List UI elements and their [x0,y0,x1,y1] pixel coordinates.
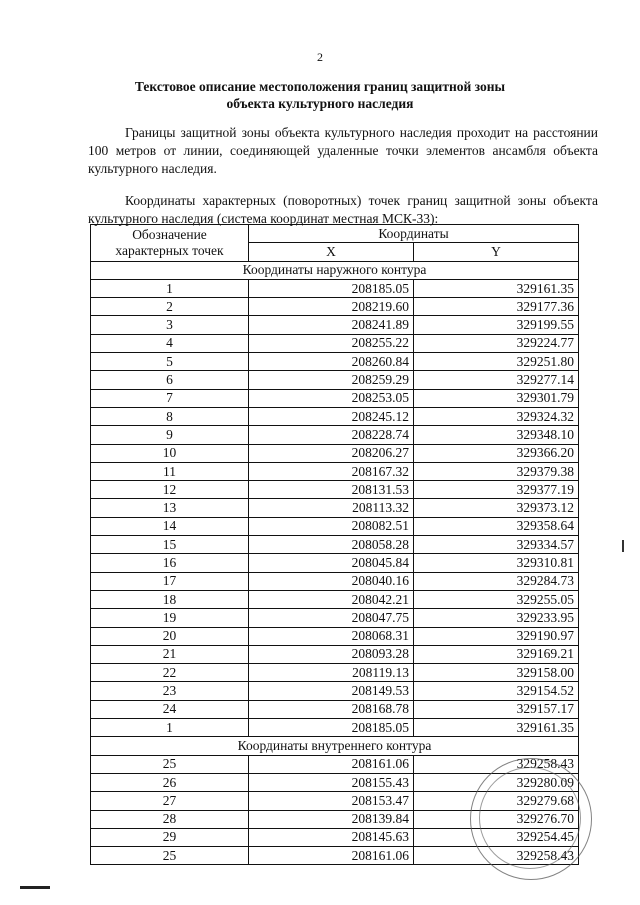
coordinate-y: 329251.80 [414,353,579,371]
coordinate-x: 208045.84 [249,554,414,572]
point-designation: 26 [91,773,249,791]
header-designation-line-1: Обозначение [132,226,207,242]
coordinate-y: 329379.38 [414,462,579,480]
coordinate-x: 208047.75 [249,609,414,627]
point-designation: 3 [91,316,249,334]
inner-contour-section-row [91,737,579,755]
coordinate-y: 329158.00 [414,664,579,682]
coordinate-x: 208185.05 [249,719,414,737]
coordinate-y: 329277.14 [414,371,579,389]
coordinate-y: 329190.97 [414,627,579,645]
table-row [91,700,579,718]
paragraph-boundary-description: Границы защитной зоны объекта культурного наследия проходит на расстоянии 100 метров от линии, соединяющей удаленные точки элементов ансамбля объекта культурного наследия. [88,125,598,176]
point-designation: 7 [91,389,249,407]
point-designation: 28 [91,810,249,828]
point-designation: 6 [91,371,249,389]
document-title [60,78,580,112]
coordinate-y: 329348.10 [414,426,579,444]
point-designation: 8 [91,407,249,425]
coordinate-x: 208161.06 [249,847,414,865]
table-row [91,773,579,791]
table-row [91,407,579,425]
coordinate-x: 208093.28 [249,645,414,663]
paragraph-coordinates-intro: Координаты характерных (поворотных) точек границ защитной зоны объекта культурного наследия (система координат местная МСК-33): [88,193,598,226]
table-row [91,719,579,737]
inner-contour-title: Координаты внутреннего контура [91,737,579,755]
coordinate-y: 329255.05 [414,590,579,608]
coordinate-x: 208145.63 [249,828,414,846]
coordinate-x: 208155.43 [249,773,414,791]
coordinate-x: 208260.84 [249,353,414,371]
table-row [91,316,579,334]
table-row [91,536,579,554]
coordinate-y: 329358.64 [414,517,579,535]
coordinate-x: 208082.51 [249,517,414,535]
coordinate-y: 329310.81 [414,554,579,572]
margin-mark [622,540,624,552]
table-row [91,334,579,352]
point-designation: 27 [91,792,249,810]
table-row [91,627,579,645]
table-row [91,847,579,865]
table-row [91,755,579,773]
header-designation [91,225,249,262]
table-row [91,810,579,828]
header-designation-line-2: характерных точек [115,242,224,258]
coordinate-x: 208042.21 [249,590,414,608]
header-y: Y [414,243,579,261]
coordinate-x: 208241.89 [249,316,414,334]
outer-contour-section-row [91,261,579,279]
point-designation: 25 [91,755,249,773]
coordinate-x: 208149.53 [249,682,414,700]
table-row [91,664,579,682]
table-row [91,426,579,444]
point-designation: 15 [91,536,249,554]
coordinate-y: 329233.95 [414,609,579,627]
point-designation: 5 [91,353,249,371]
coordinate-y: 329301.79 [414,389,579,407]
coordinate-x: 208219.60 [249,298,414,316]
coordinates-table [90,224,579,865]
page-number: 2 [317,50,323,64]
table-row [91,371,579,389]
coordinate-x: 208068.31 [249,627,414,645]
table-header-row [91,225,579,243]
coordinate-y: 329154.52 [414,682,579,700]
point-designation: 11 [91,462,249,480]
coordinate-x: 208245.12 [249,407,414,425]
coordinate-x: 208167.32 [249,462,414,480]
coordinate-x: 208161.06 [249,755,414,773]
coordinate-y: 329334.57 [414,536,579,554]
point-designation: 24 [91,700,249,718]
coordinate-y: 329373.12 [414,499,579,517]
table-row [91,279,579,297]
point-designation: 23 [91,682,249,700]
point-designation: 22 [91,664,249,682]
point-designation: 25 [91,847,249,865]
table-row [91,682,579,700]
point-designation: 14 [91,517,249,535]
table-row [91,481,579,499]
table-row [91,444,579,462]
point-designation: 13 [91,499,249,517]
coordinate-x: 208153.47 [249,792,414,810]
table-row [91,792,579,810]
table-row [91,517,579,535]
point-designation: 1 [91,719,249,737]
table-row [91,389,579,407]
coordinate-y: 329177.36 [414,298,579,316]
point-designation: 9 [91,426,249,444]
point-designation: 1 [91,279,249,297]
table-row [91,645,579,663]
coordinate-y: 329366.20 [414,444,579,462]
coordinate-y: 329199.55 [414,316,579,334]
coordinate-y: 329280.09 [414,773,579,791]
point-designation: 20 [91,627,249,645]
coordinate-x: 208058.28 [249,536,414,554]
coordinate-y: 329161.35 [414,719,579,737]
point-designation: 12 [91,481,249,499]
header-x: X [249,243,414,261]
table-row [91,828,579,846]
coordinate-y: 329224.77 [414,334,579,352]
coordinate-y: 329161.35 [414,279,579,297]
coordinate-x: 208255.22 [249,334,414,352]
table-row [91,590,579,608]
coordinate-x: 208206.27 [249,444,414,462]
coordinate-y: 329324.32 [414,407,579,425]
table-row [91,554,579,572]
coordinate-x: 208113.32 [249,499,414,517]
coordinate-x: 208228.74 [249,426,414,444]
bottom-scan-mark [20,886,50,889]
coordinate-x: 208131.53 [249,481,414,499]
coordinate-x: 208185.05 [249,279,414,297]
outer-contour-title: Координаты наружного контура [91,261,579,279]
point-designation: 29 [91,828,249,846]
table-row [91,298,579,316]
table-body [91,261,579,865]
coordinate-x: 208253.05 [249,389,414,407]
table-row [91,609,579,627]
point-designation: 17 [91,572,249,590]
table-row [91,353,579,371]
coordinate-x: 208040.16 [249,572,414,590]
point-designation: 16 [91,554,249,572]
point-designation: 21 [91,645,249,663]
coordinate-x: 208259.29 [249,371,414,389]
point-designation: 4 [91,334,249,352]
title-line-1: Текстовое описание местоположения границ защитной зоны [134,79,506,94]
point-designation: 19 [91,609,249,627]
header-coordinates: Координаты [249,225,579,243]
coordinate-y: 329169.21 [414,645,579,663]
coordinate-y: 329157.17 [414,700,579,718]
point-designation: 2 [91,298,249,316]
coordinate-y: 329279.68 [414,792,579,810]
coordinate-x: 208139.84 [249,810,414,828]
coordinate-y: 329258.43 [414,755,579,773]
coordinate-y: 329258.43 [414,847,579,865]
coordinate-x: 208168.78 [249,700,414,718]
table-row [91,499,579,517]
coordinate-y: 329276.70 [414,810,579,828]
coordinate-y: 329377.19 [414,481,579,499]
point-designation: 18 [91,590,249,608]
coordinate-y: 329254.45 [414,828,579,846]
coordinate-x: 208119.13 [249,664,414,682]
coordinate-y: 329284.73 [414,572,579,590]
table-row [91,462,579,480]
point-designation: 10 [91,444,249,462]
table-row [91,572,579,590]
title-line-2: объекта культурного наследия [226,96,414,111]
